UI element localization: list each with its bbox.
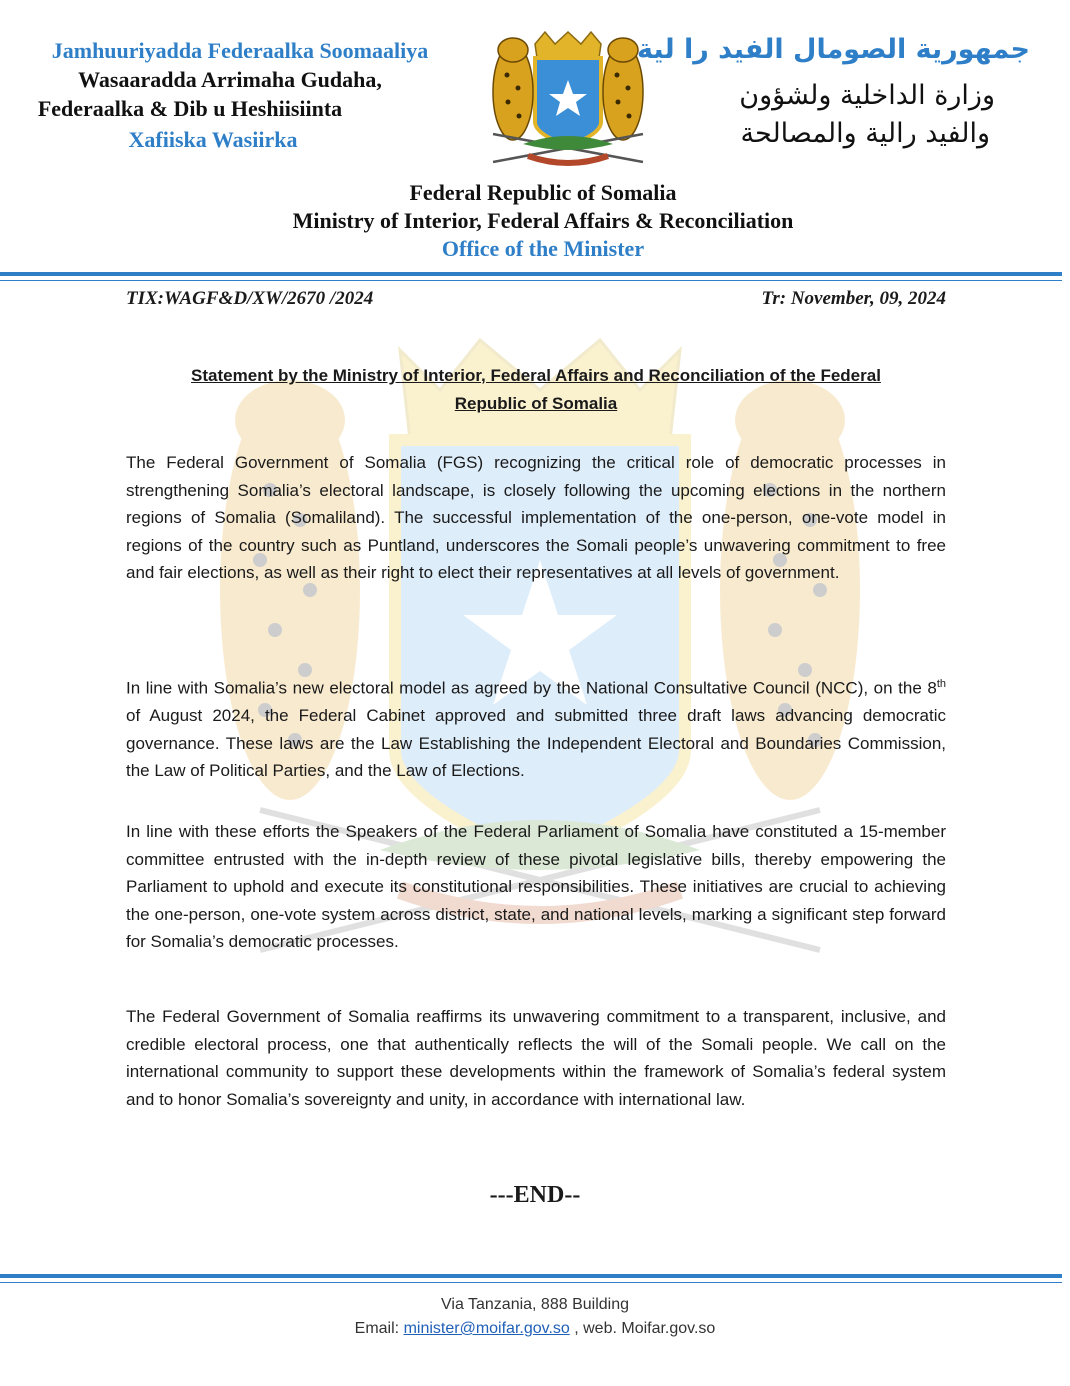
footer-divider-thin bbox=[0, 1282, 1062, 1283]
english-ministry-name: Ministry of Interior, Federal Affairs & Reconciliation bbox=[292, 208, 794, 233]
paragraph-1: The Federal Government of Somalia (FGS) recognizing the critical role of democratic processes in strengthening Somalia’s electoral landscape, is closely following the upcoming elections in the northern regions of Somalia (Somaliland). The successful implementation of the one-person, one-vote model in regions of the country such as Puntland, underscores the Somali people’s unwavering commitment to free and fair elections, as well as their right to elect their representatives at all levels of government. bbox=[126, 453, 946, 582]
arabic-ministry-line2: والفيد رالية والمصالحة bbox=[740, 118, 990, 149]
email-label: Email: bbox=[354, 1320, 404, 1337]
statement-title-line1: Statement by the Ministry of Interior, Federal Affairs and Reconciliation of the Federal bbox=[191, 366, 881, 385]
email-link[interactable]: minister@moifar.gov.so bbox=[403, 1320, 570, 1337]
paragraph-3: In line with these efforts the Speakers of the Federal Parliament of Somalia have constituted a 15-member committee entrusted with the in-depth review of these pivotal legislative bills, thereby empowering the Parliament to uphold and execute its constitutional responsibilities. These initiatives are crucial to achieving the one-person, one-vote system across district, state, and national levels, marking a significant step forward for Somalia’s democratic processes. bbox=[126, 822, 946, 951]
somali-ministry-line2: Federaalka & Dib u Heshiisiinta bbox=[37, 96, 343, 121]
header-divider-thin bbox=[0, 280, 1062, 281]
arabic-republic-name: جمهورية الصومال الفيد را لية bbox=[637, 34, 1030, 65]
ordinal-suffix: th bbox=[936, 678, 946, 690]
end-marker: ---END-- bbox=[489, 1182, 581, 1208]
reference-number: TIX:WAGF&D/XW/2670 /2024 bbox=[126, 288, 374, 309]
english-office-name: Office of the Minister bbox=[441, 236, 645, 261]
statement-title bbox=[126, 362, 946, 418]
somali-republic-name: Jamhuuriyadda Federaalka Soomaaliya bbox=[51, 38, 429, 63]
document-date: Tr: November, 09, 2024 bbox=[761, 288, 946, 309]
somali-ministry-line1: Wasaaradda Arrimaha Gudaha, bbox=[78, 67, 382, 92]
footer-address: Via Tanzania, 888 Building bbox=[441, 1296, 629, 1313]
header-divider-thick bbox=[0, 272, 1062, 276]
statement-title-line2: Republic of Somalia bbox=[454, 394, 618, 413]
website-text: , web. Moifar.gov.so bbox=[569, 1320, 716, 1337]
footer-contact bbox=[0, 1317, 1070, 1341]
coat-of-arms-icon bbox=[483, 30, 653, 170]
english-republic-name: Federal Republic of Somalia bbox=[409, 180, 677, 205]
paragraph-2-end: of August 2024, the Federal Cabinet approved and submitted three draft laws advancing democratic governance. These laws are the Law Establishing the Independent Electoral and Boundaries Commission, the Law of Political Parties, and the Law of Elections. bbox=[126, 706, 946, 781]
somali-office-name: Xafiiska Wasiirka bbox=[128, 127, 298, 152]
footer-divider-thick bbox=[0, 1274, 1062, 1278]
paragraph-2-start: In line with Somalia’s new electoral model as agreed by the National Consultative Council (NCC), on the 8 bbox=[126, 678, 937, 698]
paragraph-2 bbox=[126, 671, 946, 785]
paragraph-4: The Federal Government of Somalia reaffirms its unwavering commitment to a transparent, inclusive, and credible electoral process, one that authentically reflects the will of the Somali people. We call on the international community to support these developments within the framework of Somalia’s federal system and to honor Somalia’s sovereignty and unity, in accordance with international law. bbox=[126, 1007, 946, 1109]
arabic-ministry-line1: وزارة الداخلية ولشؤون bbox=[739, 80, 995, 111]
